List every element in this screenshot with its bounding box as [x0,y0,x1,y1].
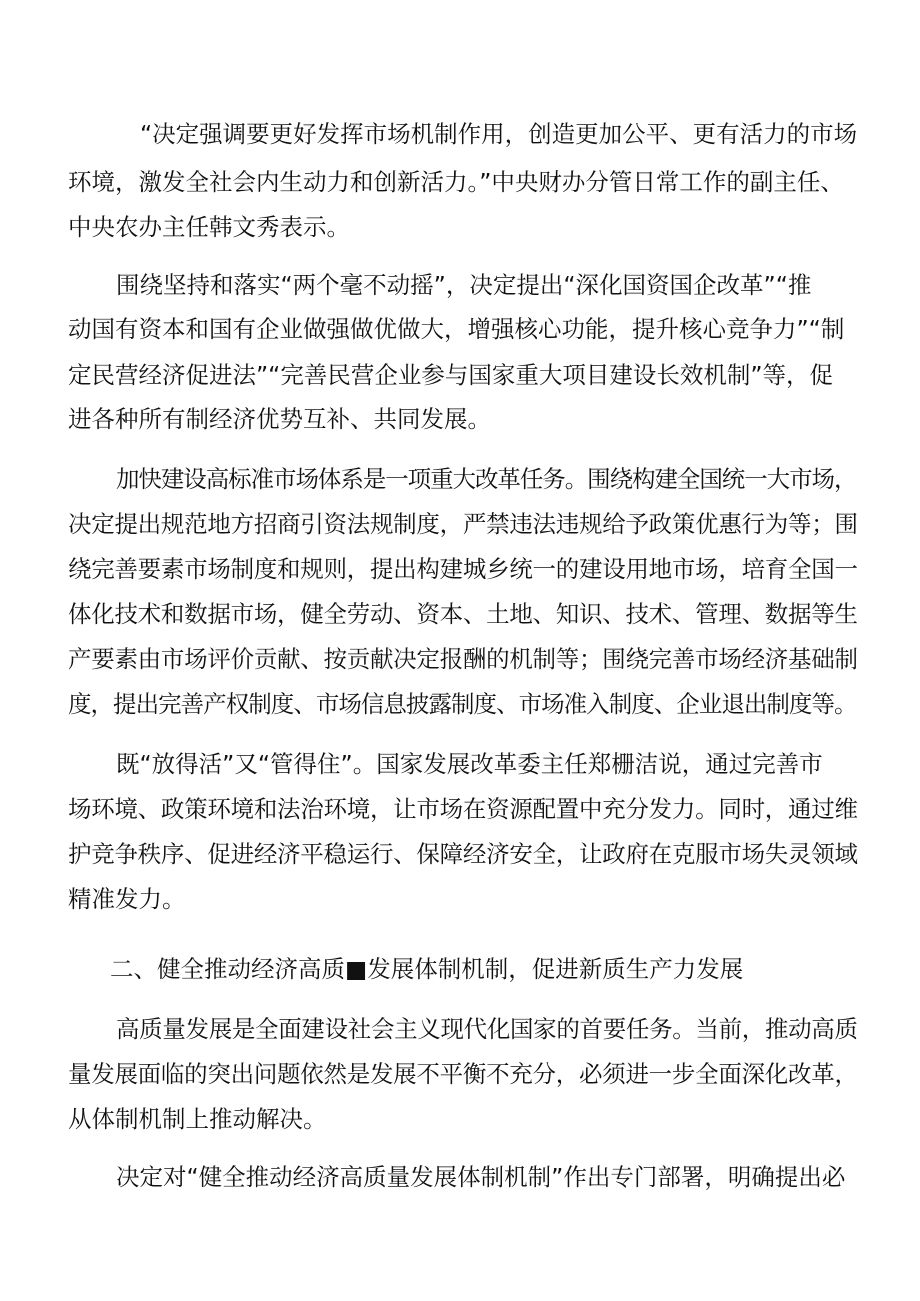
text-line: 精准发力。 [68,885,186,913]
text-line: 度，提出完善产权制度、市场信息披露制度、市场准入制度、企业退出制度等。 [68,690,857,718]
text-line: 动国有资本和国有企业做强做优做大，增强核心功能，提升核心竞争力”“制 [68,315,845,343]
text-line: 产要素由市场评价贡献、按贡献决定报酬的机制等；围绕完善市场经济基础制 [68,645,858,673]
text-line: 量发展面临的突出问题依然是发展不平衡不充分，必须进一步全面深化改革， [68,1060,858,1088]
text-line: 进各种所有制经济优势互补、共同发展。 [68,405,491,433]
section-heading: 二、健全推动经济高质■发展体制机制，促进新质生产力发展 [110,955,744,983]
text-line: 从体制机制上推动解决。 [68,1105,327,1133]
text-line: 护竞争秩序、促进经济平稳运行、保障经济安全，让政府在克服市场失灵领域 [68,840,858,868]
text-line: “决定强调要更好发挥市场机制作用，创造更加公平、更有活力的市场 [140,120,858,148]
text-line: 决定对“健全推动经济高质量发展体制机制”作出专门部署，明确提出必 [116,1163,846,1191]
text-line: 体化技术和数据市场，健全劳动、资本、土地、知识、技术、管理、数据等生 [68,600,858,628]
text-line: 场环境、政策环境和法治环境，让市场在资源配置中充分发力。同时，通过维 [68,795,858,823]
text-line: 环境，激发全社会内生动力和创新活力。”中央财办分管日常工作的副主任、 [68,168,844,196]
text-line: 高质量发展是全面建设社会主义现代化国家的首要任务。当前，推动高质 [116,1015,858,1043]
document-page [68,0,858,1301]
text-line: 围绕坚持和落实“两个毫不动摇”，决定提出“深化国资国企改革”“推 [116,271,812,299]
text-line: 定民营经济促进法”“完善民营企业参与国家重大项目建设长效机制”等，促 [68,361,834,389]
text-line: 加快建设高标准市场体系是一项重大改革任务。围绕构建全国统一大市场， [116,465,857,493]
text-line: 既“放得活”又“管得住”。国家发展改革委主任郑栅洁说，通过完善市 [116,750,823,778]
text-line: 决定提出规范地方招商引资法规制度，严禁违法违规给予政策优惠行为等；围 [68,510,858,538]
text-line: 绕完善要素市场制度和规则，提出构建城乡统一的建设用地市场，培育全国一 [68,555,858,583]
text-line: 中央农办主任韩文秀表示。 [68,213,350,241]
